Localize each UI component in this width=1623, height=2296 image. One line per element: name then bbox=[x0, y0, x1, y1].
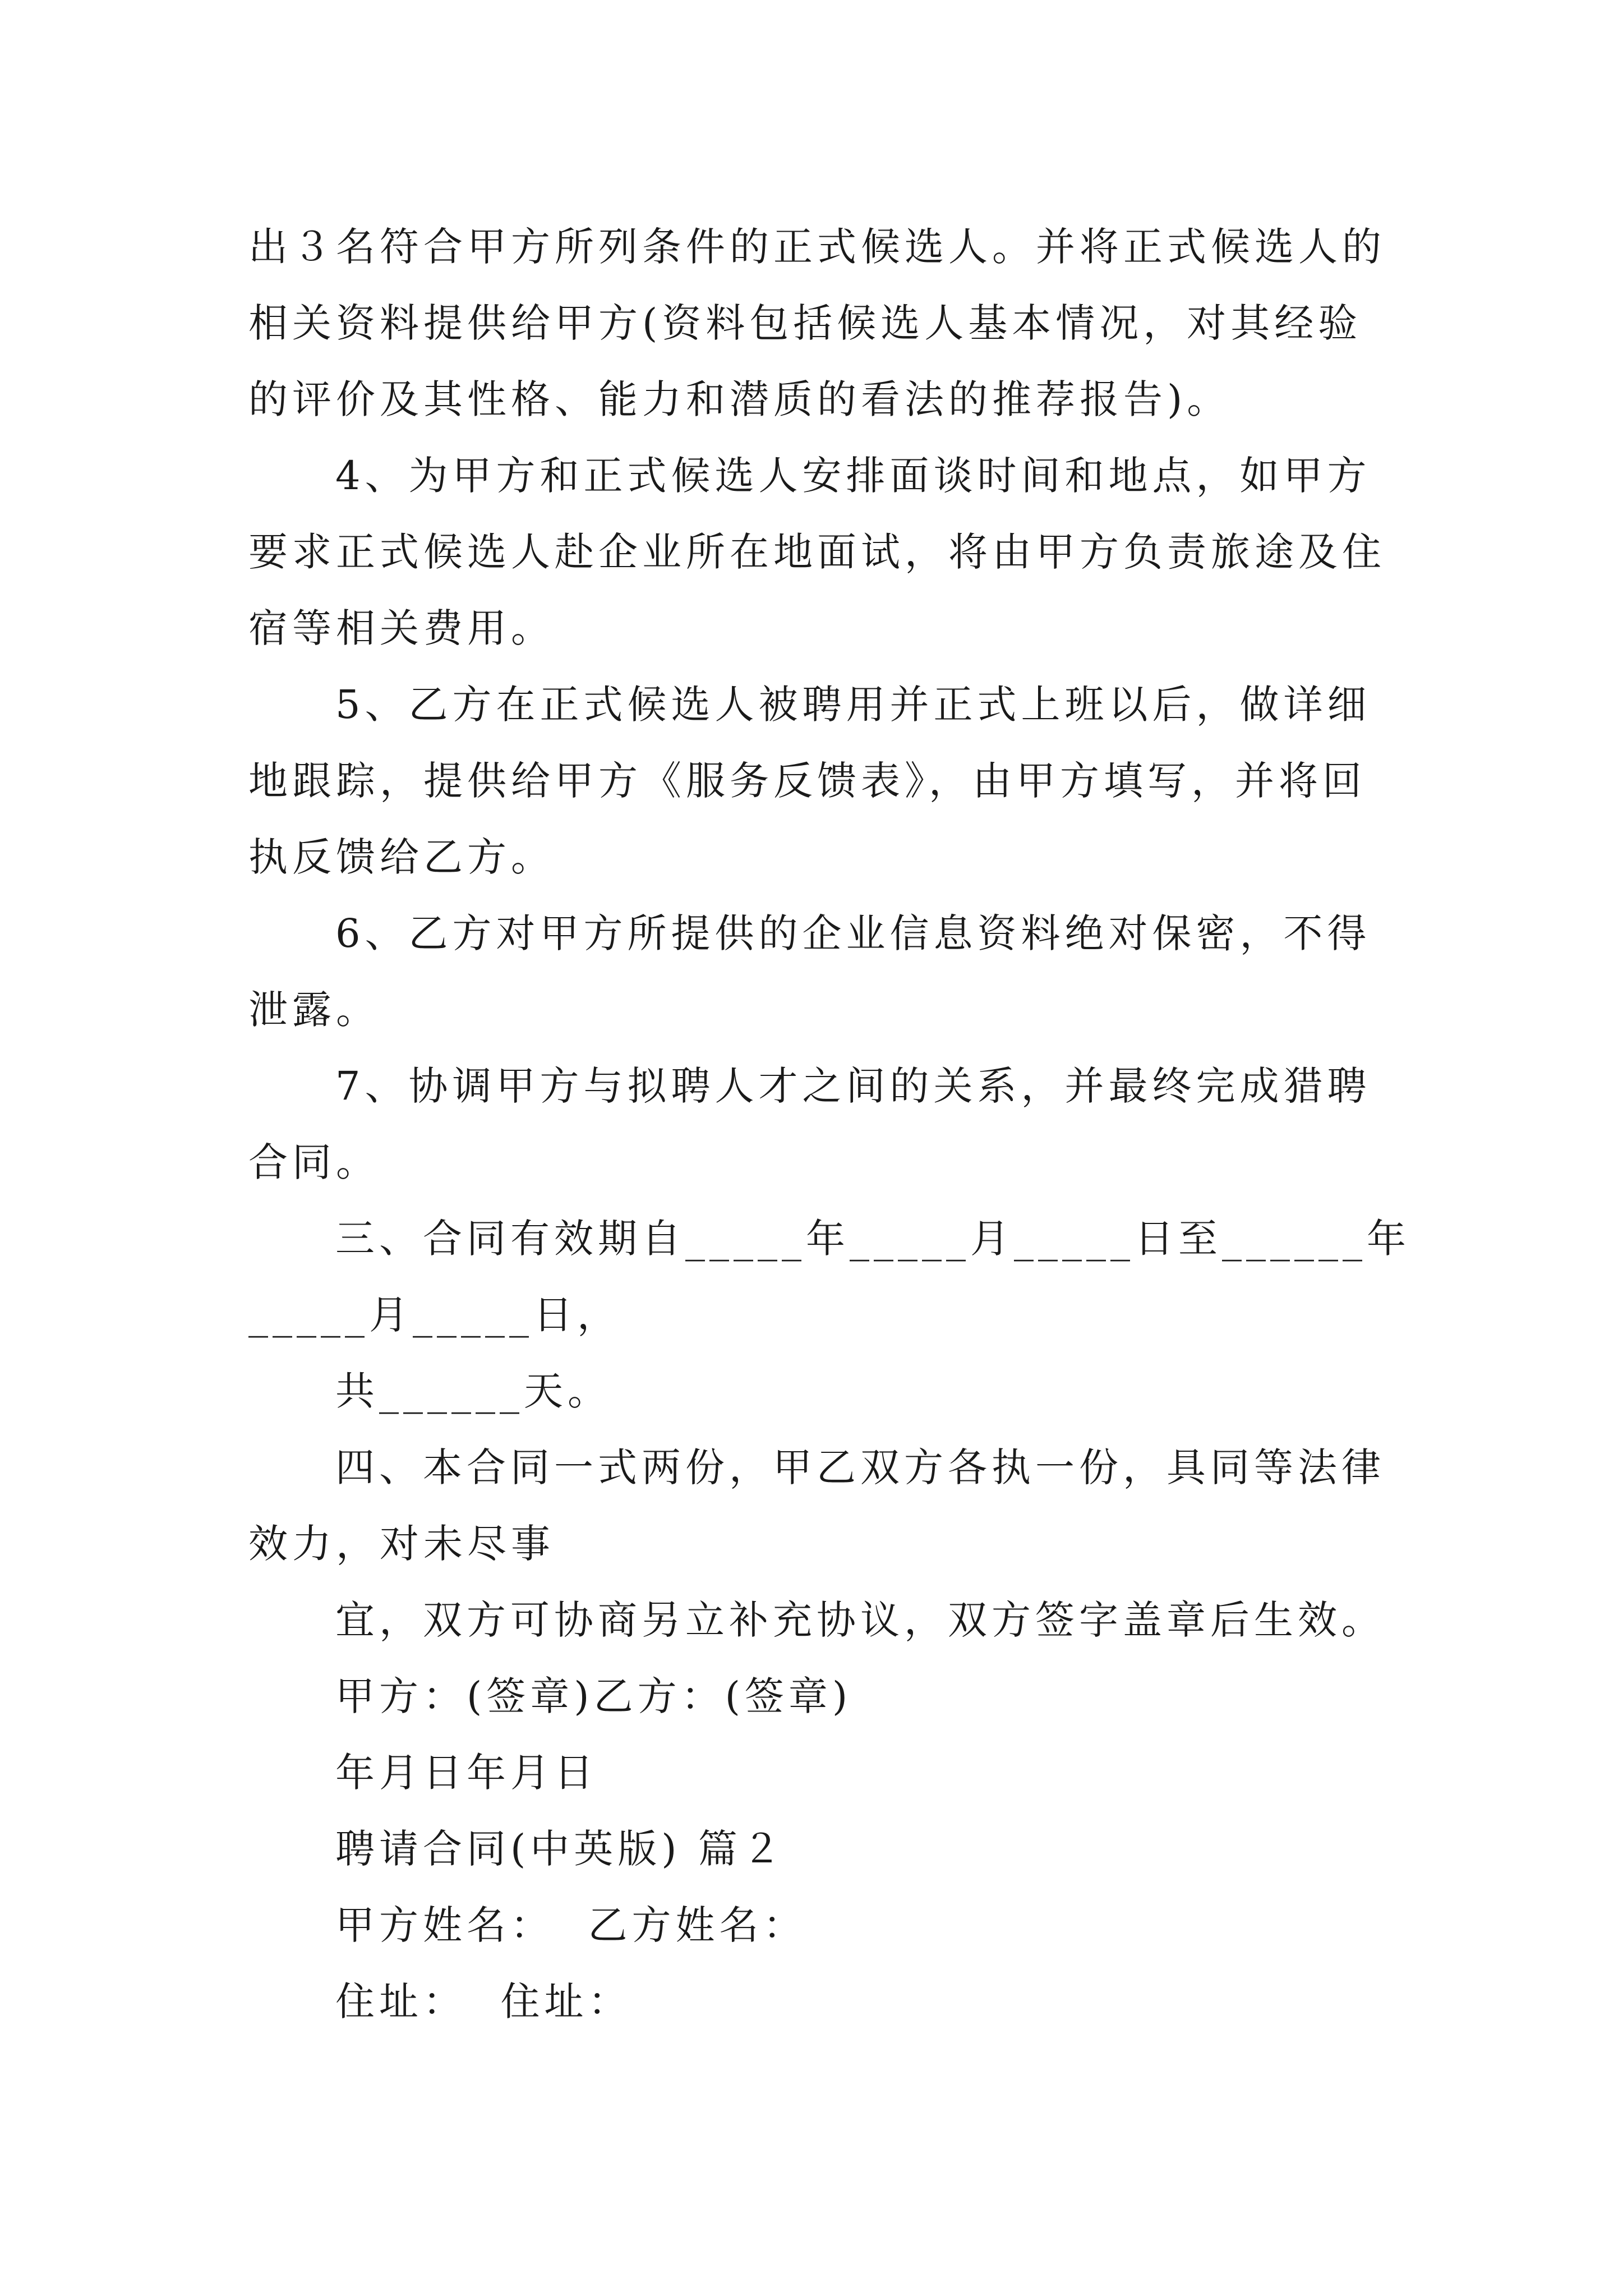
text-line: 合同。 bbox=[248, 1139, 380, 1185]
text-line: 要求正式候选人赴企业所在地面试，将由甲方负责旅途及住 bbox=[248, 529, 1386, 575]
date-line: 年月日年月日 bbox=[335, 1750, 598, 1796]
address-line: 住址： 住址： bbox=[335, 1978, 632, 2024]
text-line: 宿等相关费用。 bbox=[248, 605, 555, 651]
text-line: 泄露。 bbox=[248, 987, 380, 1033]
heading-line: 聘请合同(中英版) 篇２ bbox=[335, 1826, 786, 1872]
clause-6-line: 6、乙方对甲方所提供的企业信息资料绝对保密，不得 bbox=[335, 910, 1371, 956]
text-line: 地跟踪，提供给甲方《服务反馈表》，由甲方填写，并将回 bbox=[248, 758, 1366, 804]
section-4-line: 四、本合同一式两份，甲乙双方各执一份，具同等法律 bbox=[335, 1444, 1385, 1490]
text-line: 共______天。 bbox=[335, 1368, 611, 1414]
section-3-line: 三、合同有效期自_____年_____月_____日至______年 bbox=[335, 1216, 1410, 1262]
text-line: 执反馈给乙方。 bbox=[248, 834, 555, 880]
text-line: 的评价及其性格、能力和潜质的看法的推荐报告)。 bbox=[248, 376, 1231, 422]
clause-5-line: 5、乙方在正式候选人被聘用并正式上班以后，做详细 bbox=[335, 682, 1371, 728]
text-line: 效力，对未尽事 bbox=[248, 1521, 555, 1567]
text-line: _____月_____日， bbox=[248, 1292, 621, 1338]
signature-line: 甲方：(签章)乙方：(签章) bbox=[335, 1673, 852, 1719]
clause-7-line: 7、协调甲方与拟聘人才之间的关系，并最终完成猎聘 bbox=[335, 1063, 1371, 1109]
text-line: 宜，双方可协商另立补充协议，双方签字盖章后生效。 bbox=[335, 1597, 1385, 1643]
party-names-line: 甲方姓名： 乙方姓名： bbox=[335, 1902, 807, 1948]
document-body bbox=[248, 209, 1410, 2040]
clause-4-line: 4、为甲方和正式候选人安排面谈时间和地点，如甲方 bbox=[335, 453, 1371, 499]
text-line: 出３名符合甲方所列条件的正式候选人。并将正式候选人的 bbox=[248, 224, 1386, 270]
text-line: 相关资料提供给甲方(资料包括候选人基本情况，对其经验 bbox=[248, 300, 1362, 346]
